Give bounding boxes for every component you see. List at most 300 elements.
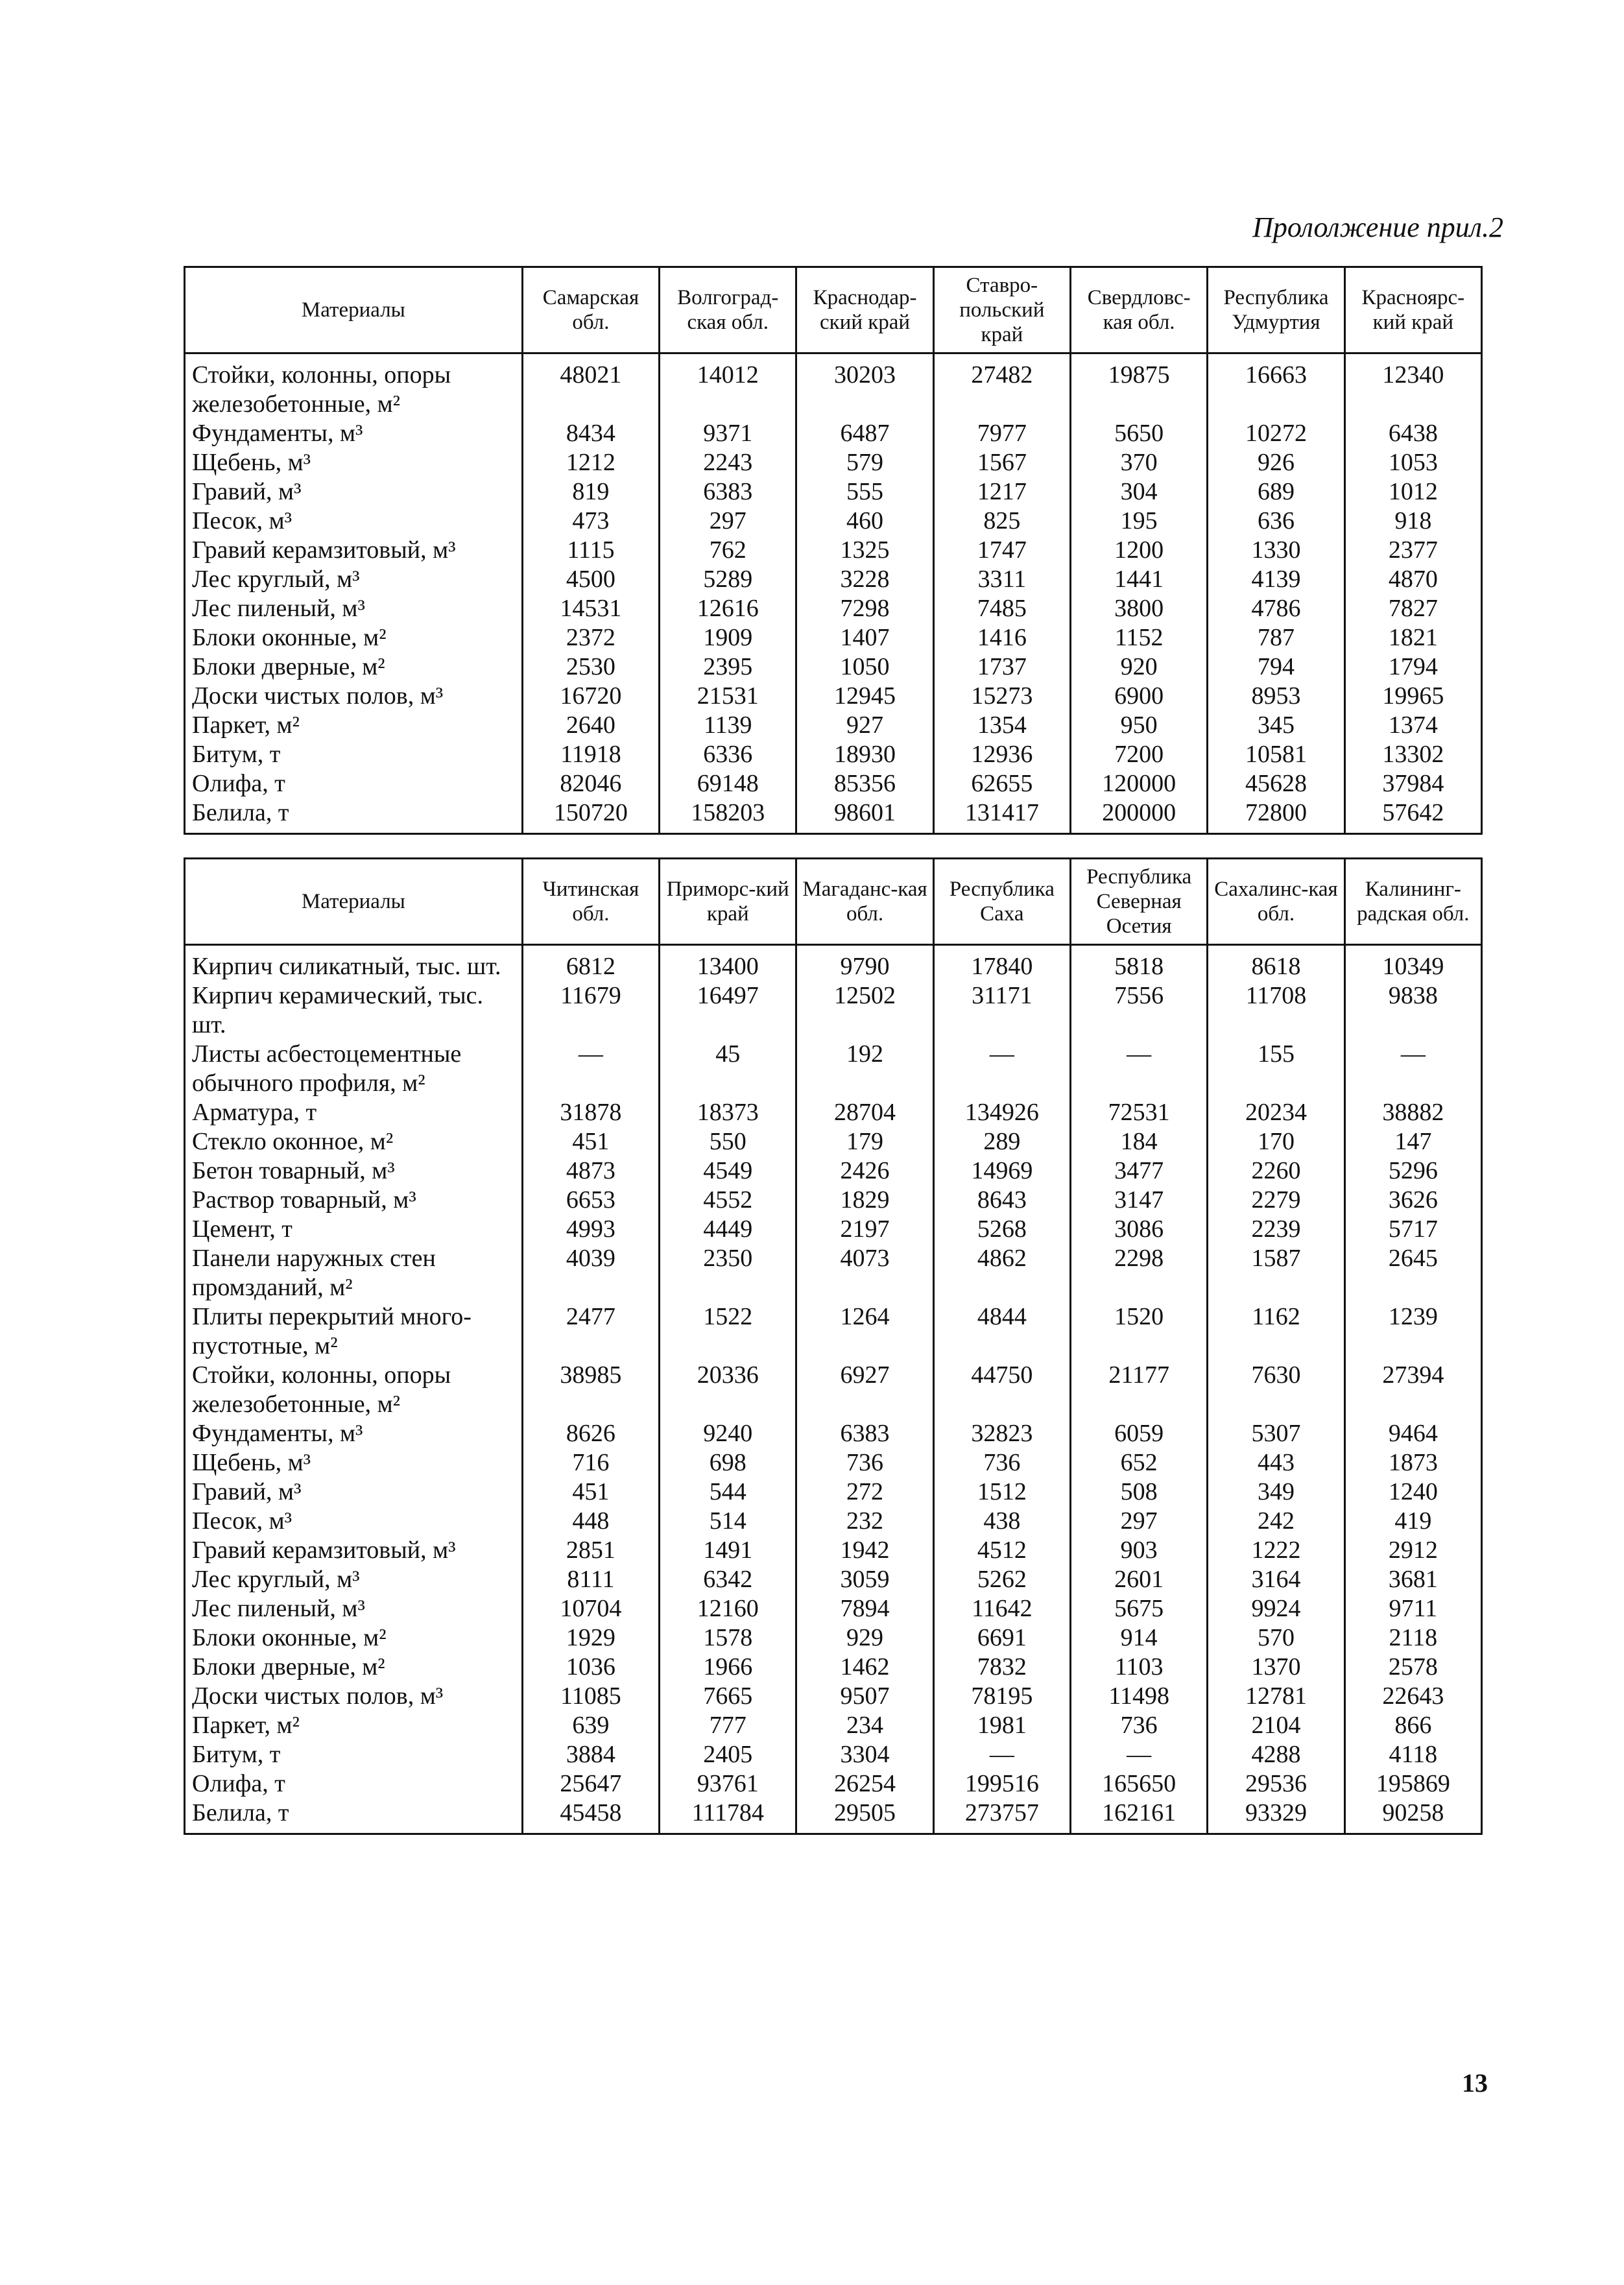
value-cell: 13400 [660, 945, 796, 982]
value-cell: 2912 [1344, 1536, 1481, 1565]
value-cell: 12502 [796, 981, 933, 1040]
value-cell: 7630 [1208, 1361, 1344, 1419]
value-cell: 3884 [522, 1740, 659, 1769]
value-cell: 27394 [1344, 1361, 1481, 1419]
value-cell: 1416 [933, 623, 1070, 652]
table-row [185, 623, 1482, 652]
table-header-row [185, 859, 1482, 945]
materials-table-1 [184, 266, 1483, 835]
material-name-cell: Стойки, колонны, опоры железобетонные, м² [185, 1361, 523, 1419]
value-cell: 544 [660, 1477, 796, 1507]
value-cell: 4073 [796, 1244, 933, 1302]
value-cell: 1462 [796, 1653, 933, 1682]
material-name-cell: Цемент, т [185, 1215, 523, 1244]
value-cell: 4552 [660, 1186, 796, 1215]
value-cell: 179 [796, 1127, 933, 1156]
value-cell: 14531 [522, 594, 659, 623]
value-cell: 22643 [1344, 1682, 1481, 1711]
value-cell: 78195 [933, 1682, 1070, 1711]
value-cell: 819 [522, 477, 659, 507]
column-header-region: Сахалинс-кая обл. [1208, 859, 1344, 945]
value-cell: 93329 [1208, 1799, 1344, 1834]
column-header-region: Читинская обл. [522, 859, 659, 945]
value-cell: 45628 [1208, 769, 1344, 798]
material-name-cell: Блоки оконные, м² [185, 623, 523, 652]
table-row [185, 1419, 1482, 1448]
value-cell: 6691 [933, 1623, 1070, 1653]
value-cell: 44750 [933, 1361, 1070, 1419]
value-cell: 20234 [1208, 1098, 1344, 1127]
value-cell: 736 [796, 1448, 933, 1477]
value-cell: 19875 [1071, 353, 1208, 420]
value-cell: 918 [1344, 507, 1481, 536]
value-cell: 12945 [796, 682, 933, 711]
value-cell: 9507 [796, 1682, 933, 1711]
value-cell: 57642 [1344, 798, 1481, 834]
value-cell: 16663 [1208, 353, 1344, 420]
value-cell: 1374 [1344, 711, 1481, 740]
value-cell: 1217 [933, 477, 1070, 507]
value-cell: 1162 [1208, 1302, 1344, 1361]
table-row [185, 1769, 1482, 1799]
value-cell: 11642 [933, 1594, 1070, 1623]
column-header-region: Волгоград-ская обл. [660, 267, 796, 353]
value-cell: 787 [1208, 623, 1344, 652]
value-cell: 689 [1208, 477, 1344, 507]
value-cell: 234 [796, 1711, 933, 1740]
value-cell: 289 [933, 1127, 1070, 1156]
value-cell: 1139 [660, 711, 796, 740]
column-header-materials: Материалы [185, 859, 523, 945]
value-cell: 11498 [1071, 1682, 1208, 1711]
column-header-region: Республика Северная Осетия [1071, 859, 1208, 945]
table-row [185, 536, 1482, 565]
value-cell: 14969 [933, 1156, 1070, 1186]
value-cell: 920 [1071, 652, 1208, 682]
value-cell: 10272 [1208, 419, 1344, 448]
table-row [185, 594, 1482, 623]
value-cell: 1050 [796, 652, 933, 682]
value-cell: 5262 [933, 1565, 1070, 1594]
value-cell: 10581 [1208, 740, 1344, 769]
table-row [185, 1448, 1482, 1477]
material-name-cell: Панели наружных стен промзданий, м² [185, 1244, 523, 1302]
value-cell: 2377 [1344, 536, 1481, 565]
value-cell: 7556 [1071, 981, 1208, 1040]
material-name-cell: Кирпич силикатный, тыс. шт. [185, 945, 523, 982]
value-cell: 1491 [660, 1536, 796, 1565]
value-cell: 26254 [796, 1769, 933, 1799]
material-name-cell: Плиты перекрытий много-пустотные, м² [185, 1302, 523, 1361]
value-cell: 1354 [933, 711, 1070, 740]
value-cell: 21177 [1071, 1361, 1208, 1419]
value-cell: 16497 [660, 981, 796, 1040]
value-cell: 15273 [933, 682, 1070, 711]
value-cell: — [933, 1040, 1070, 1098]
column-header-region: Самарская обл. [522, 267, 659, 353]
value-cell: 1370 [1208, 1653, 1344, 1682]
value-cell: 12616 [660, 594, 796, 623]
value-cell: 195869 [1344, 1769, 1481, 1799]
value-cell: 5675 [1071, 1594, 1208, 1623]
value-cell: 762 [660, 536, 796, 565]
value-cell: 1036 [522, 1653, 659, 1682]
value-cell: 72531 [1071, 1098, 1208, 1127]
table-row [185, 1302, 1482, 1361]
value-cell: 12340 [1344, 353, 1481, 420]
value-cell: 147 [1344, 1127, 1481, 1156]
table-row [185, 1711, 1482, 1740]
column-header-materials: Материалы [185, 267, 523, 353]
table-row [185, 353, 1482, 420]
value-cell: 1567 [933, 448, 1070, 477]
value-cell: 3086 [1071, 1215, 1208, 1244]
value-cell: 1520 [1071, 1302, 1208, 1361]
value-cell: 736 [1071, 1711, 1208, 1740]
value-cell: 82046 [522, 769, 659, 798]
table-row [185, 448, 1482, 477]
value-cell: 2260 [1208, 1156, 1344, 1186]
table-row [185, 419, 1482, 448]
value-cell: 349 [1208, 1477, 1344, 1507]
value-cell: 6812 [522, 945, 659, 982]
value-cell: 134926 [933, 1098, 1070, 1127]
value-cell: 1909 [660, 623, 796, 652]
table-header-row [185, 267, 1482, 353]
value-cell: 11679 [522, 981, 659, 1040]
value-cell: 8618 [1208, 945, 1344, 982]
value-cell: 1737 [933, 652, 1070, 682]
materials-table-2 [184, 857, 1483, 1835]
value-cell: 825 [933, 507, 1070, 536]
value-cell: 6487 [796, 419, 933, 448]
value-cell: 1512 [933, 1477, 1070, 1507]
table-row [185, 1536, 1482, 1565]
table-row [185, 565, 1482, 594]
value-cell: 21531 [660, 682, 796, 711]
material-name-cell: Бетон товарный, м³ [185, 1156, 523, 1186]
value-cell: 1152 [1071, 623, 1208, 652]
material-name-cell: Фундаменты, м³ [185, 1419, 523, 1448]
value-cell: 9464 [1344, 1419, 1481, 1448]
value-cell: 10704 [522, 1594, 659, 1623]
value-cell: 4449 [660, 1215, 796, 1244]
value-cell: 5289 [660, 565, 796, 594]
table-row [185, 769, 1482, 798]
table-row [185, 682, 1482, 711]
value-cell: 3164 [1208, 1565, 1344, 1594]
material-name-cell: Паркет, м² [185, 711, 523, 740]
material-name-cell: Гравий, м³ [185, 1477, 523, 1507]
value-cell: 19965 [1344, 682, 1481, 711]
value-cell: 652 [1071, 1448, 1208, 1477]
value-cell: 18373 [660, 1098, 796, 1127]
material-name-cell: Песок, м³ [185, 1507, 523, 1536]
column-header-region: Республика Саха [933, 859, 1070, 945]
value-cell: 4549 [660, 1156, 796, 1186]
value-cell: 4118 [1344, 1740, 1481, 1769]
value-cell: 1325 [796, 536, 933, 565]
table-row [185, 1186, 1482, 1215]
value-cell: 28704 [796, 1098, 933, 1127]
value-cell: 550 [660, 1127, 796, 1156]
column-header-region: Краснодар-ский край [796, 267, 933, 353]
value-cell: 9711 [1344, 1594, 1481, 1623]
table-row [185, 1653, 1482, 1682]
value-cell: 438 [933, 1507, 1070, 1536]
table-row [185, 1682, 1482, 1711]
value-cell: 914 [1071, 1623, 1208, 1653]
value-cell: — [1344, 1040, 1481, 1098]
value-cell: 3477 [1071, 1156, 1208, 1186]
value-cell: 1212 [522, 448, 659, 477]
value-cell: 7665 [660, 1682, 796, 1711]
column-header-region: Приморс-кий край [660, 859, 796, 945]
value-cell: 1578 [660, 1623, 796, 1653]
value-cell: 3311 [933, 565, 1070, 594]
value-cell: 6438 [1344, 419, 1481, 448]
material-name-cell: Гравий, м³ [185, 477, 523, 507]
value-cell: 1981 [933, 1711, 1070, 1740]
value-cell: 1240 [1344, 1477, 1481, 1507]
value-cell: 2426 [796, 1156, 933, 1186]
value-cell: 6383 [660, 477, 796, 507]
value-cell: 1222 [1208, 1536, 1344, 1565]
value-cell: 93761 [660, 1769, 796, 1799]
value-cell: 443 [1208, 1448, 1344, 1477]
value-cell: 45458 [522, 1799, 659, 1834]
value-cell: 9240 [660, 1419, 796, 1448]
value-cell: 1587 [1208, 1244, 1344, 1302]
value-cell: 1873 [1344, 1448, 1481, 1477]
value-cell: 7485 [933, 594, 1070, 623]
value-cell: 8111 [522, 1565, 659, 1594]
table-row [185, 1215, 1482, 1244]
value-cell: 38985 [522, 1361, 659, 1419]
value-cell: 716 [522, 1448, 659, 1477]
value-cell: 2601 [1071, 1565, 1208, 1594]
value-cell: 2239 [1208, 1215, 1344, 1244]
value-cell: 17840 [933, 945, 1070, 982]
value-cell: 8626 [522, 1419, 659, 1448]
value-cell: 1330 [1208, 536, 1344, 565]
value-cell: 1794 [1344, 652, 1481, 682]
material-name-cell: Олифа, т [185, 1769, 523, 1799]
value-cell: 7298 [796, 594, 933, 623]
value-cell: 1115 [522, 536, 659, 565]
value-cell: 2530 [522, 652, 659, 682]
value-cell: 570 [1208, 1623, 1344, 1653]
table-row [185, 1594, 1482, 1623]
table-row [185, 1799, 1482, 1834]
value-cell: 29536 [1208, 1769, 1344, 1799]
value-cell: 1966 [660, 1653, 796, 1682]
value-cell: 29505 [796, 1799, 933, 1834]
material-name-cell: Доски чистых полов, м³ [185, 682, 523, 711]
table-row [185, 477, 1482, 507]
value-cell: 3147 [1071, 1186, 1208, 1215]
value-cell: 111784 [660, 1799, 796, 1834]
material-name-cell: Фундаменты, м³ [185, 419, 523, 448]
value-cell: 1929 [522, 1623, 659, 1653]
material-name-cell: Блоки дверные, м² [185, 1653, 523, 1682]
value-cell: 1264 [796, 1302, 933, 1361]
value-cell: 1200 [1071, 536, 1208, 565]
value-cell: 20336 [660, 1361, 796, 1419]
value-cell: 1407 [796, 623, 933, 652]
value-cell: 3626 [1344, 1186, 1481, 1215]
value-cell: 639 [522, 1711, 659, 1740]
value-cell: 304 [1071, 477, 1208, 507]
value-cell: 3681 [1344, 1565, 1481, 1594]
value-cell: 14012 [660, 353, 796, 420]
value-cell: 2104 [1208, 1711, 1344, 1740]
value-cell: 4844 [933, 1302, 1070, 1361]
value-cell: 85356 [796, 769, 933, 798]
value-cell: 370 [1071, 448, 1208, 477]
value-cell: 9924 [1208, 1594, 1344, 1623]
material-name-cell: Битум, т [185, 740, 523, 769]
value-cell: 579 [796, 448, 933, 477]
value-cell: 7827 [1344, 594, 1481, 623]
value-cell: 4039 [522, 1244, 659, 1302]
value-cell: 7832 [933, 1653, 1070, 1682]
value-cell: 4288 [1208, 1740, 1344, 1769]
value-cell: 736 [933, 1448, 1070, 1477]
value-cell: 131417 [933, 798, 1070, 834]
value-cell: 6927 [796, 1361, 933, 1419]
value-cell: 98601 [796, 798, 933, 834]
material-name-cell: Стекло оконное, м² [185, 1127, 523, 1156]
value-cell: 460 [796, 507, 933, 536]
value-cell: 38882 [1344, 1098, 1481, 1127]
value-cell: 3800 [1071, 594, 1208, 623]
value-cell: 8434 [522, 419, 659, 448]
value-cell: 514 [660, 1507, 796, 1536]
table-row [185, 1361, 1482, 1419]
value-cell: 6059 [1071, 1419, 1208, 1448]
column-header-region: Свердловс-кая обл. [1071, 267, 1208, 353]
column-header-region: Магаданс-кая обл. [796, 859, 933, 945]
value-cell: 69148 [660, 769, 796, 798]
page-number: 13 [1462, 2068, 1488, 2098]
value-cell: 5717 [1344, 1215, 1481, 1244]
table-row [185, 1040, 1482, 1098]
value-cell: 72800 [1208, 798, 1344, 834]
value-cell: 4139 [1208, 565, 1344, 594]
table-row [185, 1156, 1482, 1186]
value-cell: 929 [796, 1623, 933, 1653]
value-cell: 48021 [522, 353, 659, 420]
value-cell: 6342 [660, 1565, 796, 1594]
value-cell: 11918 [522, 740, 659, 769]
value-cell: 6653 [522, 1186, 659, 1215]
material-name-cell: Кирпич керамический, тыс. шт. [185, 981, 523, 1040]
value-cell: — [933, 1740, 1070, 1769]
value-cell: 45 [660, 1040, 796, 1098]
value-cell: 62655 [933, 769, 1070, 798]
material-name-cell: Раствор товарный, м³ [185, 1186, 523, 1215]
material-name-cell: Арматура, т [185, 1098, 523, 1127]
material-name-cell: Белила, т [185, 1799, 523, 1834]
table-row [185, 1507, 1482, 1536]
value-cell: 12781 [1208, 1682, 1344, 1711]
value-cell: 473 [522, 507, 659, 536]
value-cell: 1522 [660, 1302, 796, 1361]
material-name-cell: Доски чистых полов, м³ [185, 1682, 523, 1711]
value-cell: 636 [1208, 507, 1344, 536]
value-cell: 926 [1208, 448, 1344, 477]
value-cell: 3304 [796, 1740, 933, 1769]
value-cell: 16720 [522, 682, 659, 711]
value-cell: 4862 [933, 1244, 1070, 1302]
value-cell: 170 [1208, 1127, 1344, 1156]
value-cell: 345 [1208, 711, 1344, 740]
value-cell: 11708 [1208, 981, 1344, 1040]
table-row [185, 652, 1482, 682]
material-name-cell: Битум, т [185, 1740, 523, 1769]
material-name-cell: Блоки оконные, м² [185, 1623, 523, 1653]
value-cell: 158203 [660, 798, 796, 834]
column-header-region: Красноярс-кий край [1344, 267, 1481, 353]
value-cell: 2851 [522, 1536, 659, 1565]
value-cell: 27482 [933, 353, 1070, 420]
value-cell: 777 [660, 1711, 796, 1740]
column-header-region: Республика Удмуртия [1208, 267, 1344, 353]
value-cell: 155 [1208, 1040, 1344, 1098]
value-cell: 192 [796, 1040, 933, 1098]
value-cell: 199516 [933, 1769, 1070, 1799]
table-row [185, 945, 1482, 982]
value-cell: 866 [1344, 1711, 1481, 1740]
value-cell: 7200 [1071, 740, 1208, 769]
value-cell: 6336 [660, 740, 796, 769]
table-row [185, 507, 1482, 536]
value-cell: 11085 [522, 1682, 659, 1711]
value-cell: 7977 [933, 419, 1070, 448]
material-name-cell: Белила, т [185, 798, 523, 834]
value-cell: 5650 [1071, 419, 1208, 448]
value-cell: 4873 [522, 1156, 659, 1186]
value-cell: 1942 [796, 1536, 933, 1565]
table-row [185, 1244, 1482, 1302]
table-row [185, 711, 1482, 740]
value-cell: 5268 [933, 1215, 1070, 1244]
table-row [185, 1477, 1482, 1507]
value-cell: 1747 [933, 536, 1070, 565]
value-cell: 2197 [796, 1215, 933, 1244]
value-cell: 90258 [1344, 1799, 1481, 1834]
material-name-cell: Гравий керамзитовый, м³ [185, 1536, 523, 1565]
value-cell: 698 [660, 1448, 796, 1477]
value-cell: 5296 [1344, 1156, 1481, 1186]
material-name-cell: Лес пиленый, м³ [185, 594, 523, 623]
value-cell: 32823 [933, 1419, 1070, 1448]
value-cell: — [1071, 1040, 1208, 1098]
value-cell: 1239 [1344, 1302, 1481, 1361]
value-cell: 18930 [796, 740, 933, 769]
value-cell: 2279 [1208, 1186, 1344, 1215]
value-cell: 150720 [522, 798, 659, 834]
value-cell: 9838 [1344, 981, 1481, 1040]
value-cell: 297 [1071, 1507, 1208, 1536]
value-cell: 2118 [1344, 1623, 1481, 1653]
value-cell: 508 [1071, 1477, 1208, 1507]
value-cell: 2645 [1344, 1244, 1481, 1302]
value-cell: 232 [796, 1507, 933, 1536]
value-cell: 37984 [1344, 769, 1481, 798]
value-cell: 555 [796, 477, 933, 507]
